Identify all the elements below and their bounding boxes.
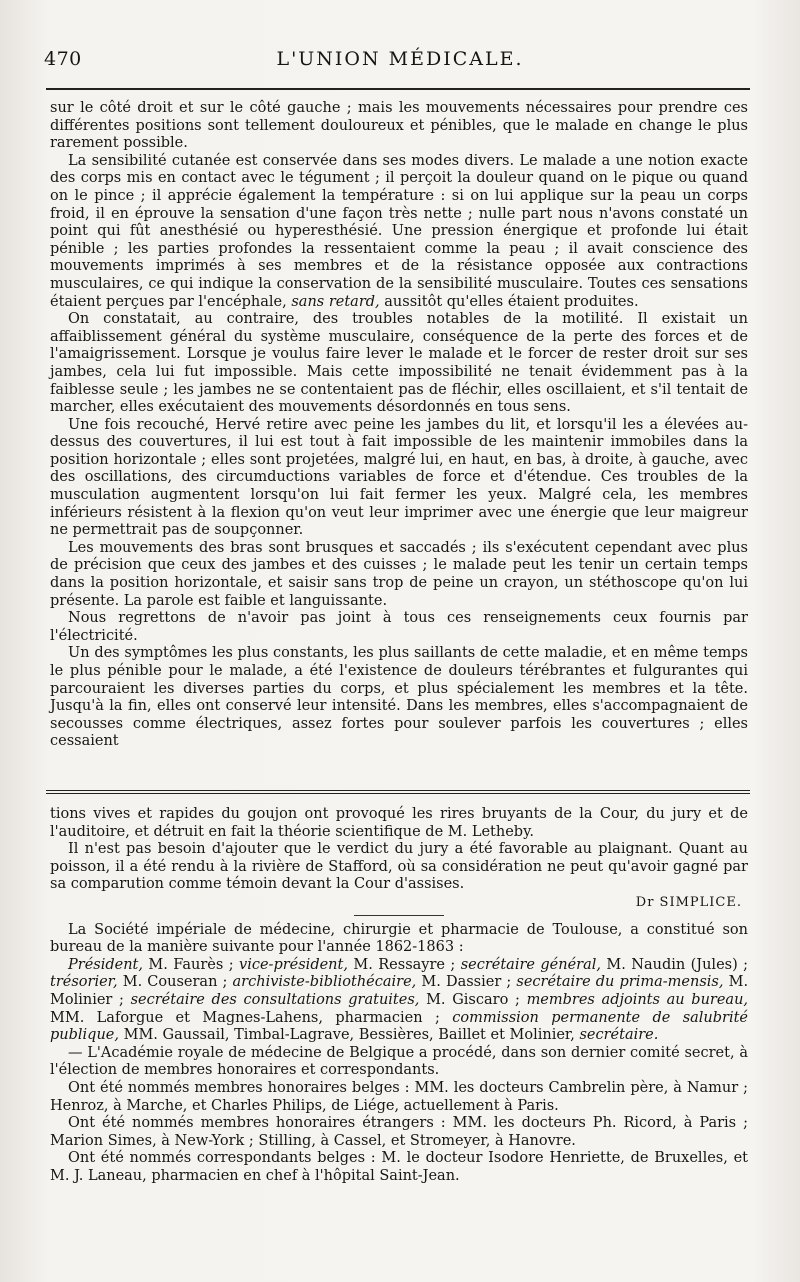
main-article <box>50 100 748 751</box>
author-signature: Dr SIMPLICE. <box>635 894 742 910</box>
feuilleton-paragraph: tions vives et rapides du goujon ont provoqué les rires bruyants de la Cour, du jury et de l'auditoire, et détruit en fait la théorie scientifique de M. Letheby. <box>50 806 748 840</box>
news-officers: Président, M. Faurès ; vice-président, M. Ressayre ; secrétaire général, M. Naudin (Jules) ; trésorier, M. Couseran ; archiviste-bibliothécaire, M. Dassier ; secrétaire du prima-mensis, M. Molinier ; secrétaire des consultations gratuites, M. Giscaro ; membres adjoints au bureau, MM. Laforgue et Magnes-Lahens, pharmacien ; commission permanente de salubrité publique, MM. Gaussail, Timbal-Lagrave, Bessières, Baillet et Molinier, secrétaire. <box>50 956 749 1044</box>
article-paragraph: sur le côté droit et sur le côté gauche ; mais les mouvements nécessaires pour prendre ces différentes positions sont tellement douloureux et pénibles, que le malade en change le plus rarement possible. <box>50 100 748 152</box>
page-number: 470 <box>44 48 82 70</box>
article-paragraph: Nous regrettons de n'avoir pas joint à tous ces renseignements ceux fournis par l'électricité. <box>50 610 748 644</box>
feuilleton-paragraph: Il n'est pas besoin d'ajouter que le verdict du jury a été favorable au plaignant. Quant au poisson, il a été rendu à la rivière de Stafford, où sa considération ne peut qu'avoir gagné par sa comparution comme témoin devant la Cour d'assises. <box>50 841 748 893</box>
news-belgique-correspondants: Ont été nommés correspondants belges : M. le docteur Isodore Henriette, de Bruxelles, et M. J. Laneau, pharmacien en chef à l'hôpital Saint-Jean. <box>50 1150 748 1184</box>
article-paragraph: La sensibilité cutanée est conservée dans ses modes divers. Le malade a une notion exacte des corps mis en contact avec le tégument ; il perçoit la douleur quand on le pique ou quand on le pince ; il apprécie également la température : si on lui applique sur la peau un corps froid, il en éprouve la sensation d'une façon très nette ; nulle part nous n'avons constaté un point qui fût anesthésié ou hyperesthésié. Une pression énergique et profonde lui était pénible ; les parties profondes la ressentaient comme la peau ; il avait conscience des mouvements imprimés à ses membres et de la résistance opposée aux contractions musculaires, ce qui indique la conservation de la sensibilité musculaire. Toutes ces sensations étaient perçues par l'encéphale, sans retard, aussitôt qu'elles étaient produites. <box>50 152 748 310</box>
news-belgique-intro: — L'Académie royale de médecine de Belgique a procédé, dans son dernier comité secret, à l'élection de membres honoraires et correspondants. <box>50 1044 748 1079</box>
page-header <box>40 48 760 78</box>
article-paragraph: Une fois recouché, Hervé retire avec peine les jambes du lit, et lorsqu'il les a élevées au-dessus des couvertures, il lui est tout à fait impossible de les maintenir immobiles dans la position horizontale ; elles sont projetées, malgré lui, en haut, en bas, à droite, à gauche, avec des oscillations, des circumductions variables de force et d'étendue. Ces troubles de la musculation augmentent lorsqu'on lui fait fermer les yeux. Malgré cela, les membres inférieurs résistent à la flexion qu'on veut leur imprimer avec une énergie que leur maigreur ne permettrait pas de soupçonner. <box>50 416 748 539</box>
section-divider <box>354 915 444 916</box>
italic-phrase: sans retard, <box>291 293 380 310</box>
header-rule <box>46 88 750 90</box>
feuilleton-separator <box>46 790 750 794</box>
running-title: L'UNION MÉDICALE. <box>276 48 524 70</box>
news-toulouse-intro: La Société impériale de médecine, chirurgie et pharmacie de Toulouse, a constitué son bureau de la manière suivante pour l'année 1862-1863 : <box>50 921 748 956</box>
news-belgique-honoraires-etrangers: Ont été nommés membres honoraires étrangers : MM. les docteurs Ph. Ricord, à Paris ; Marion Simes, à New-York ; Stilling, à Cassel, et Stromeyer, à Hanovre. <box>50 1115 748 1149</box>
news-belgique-honoraires-belges: Ont été nommés membres honoraires belges : MM. les docteurs Cambrelin père, à Namur ; Henroz, à Marche, et Charles Philips, de Liége, actuellement à Paris. <box>50 1079 748 1114</box>
article-paragraph: Un des symptômes les plus constants, les plus saillants de cette maladie, et en même temps le plus pénible pour le malade, a été l'existence de douleurs térébrantes et fulgurantes qui parcouraient les diverses parties du corps, et plus spécialement les membres et la tête. Jusqu'à la fin, elles ont conservé leur intensité. Dans les membres, elles s'accompagnaient de secousses comme électriques, assez fortes pour soulever parfois les couvertures ; elles cessaient <box>50 645 748 750</box>
article-paragraph: On constatait, au contraire, des troubles notables de la motilité. Il existait un affaiblissement général du système musculaire, conséquence de la perte des forces et de l'amaigrissement. Lorsque je voulus faire lever le malade et le forcer de rester droit sur ses jambes, cela lui fut impossible. Mais cette impossibilité ne tenait évidemment pas à la faiblesse seule ; les jambes ne se contentaient pas de fléchir, elles oscillaient, et s'il tentait de marcher, elles exécutaient des mouvements désordonnés en tous sens. <box>50 311 748 416</box>
article-paragraph: Les mouvements des bras sont brusques et saccadés ; ils s'exécutent cependant avec plus de précision que ceux des jambes et des cuisses ; le malade peut les tenir un certain temps dans la position horizontale, et saisir sans trop de peine un crayon, un stéthoscope qu'on lui présente. La parole est faible et languissante. <box>50 539 748 609</box>
feuilleton-section <box>50 806 748 1185</box>
